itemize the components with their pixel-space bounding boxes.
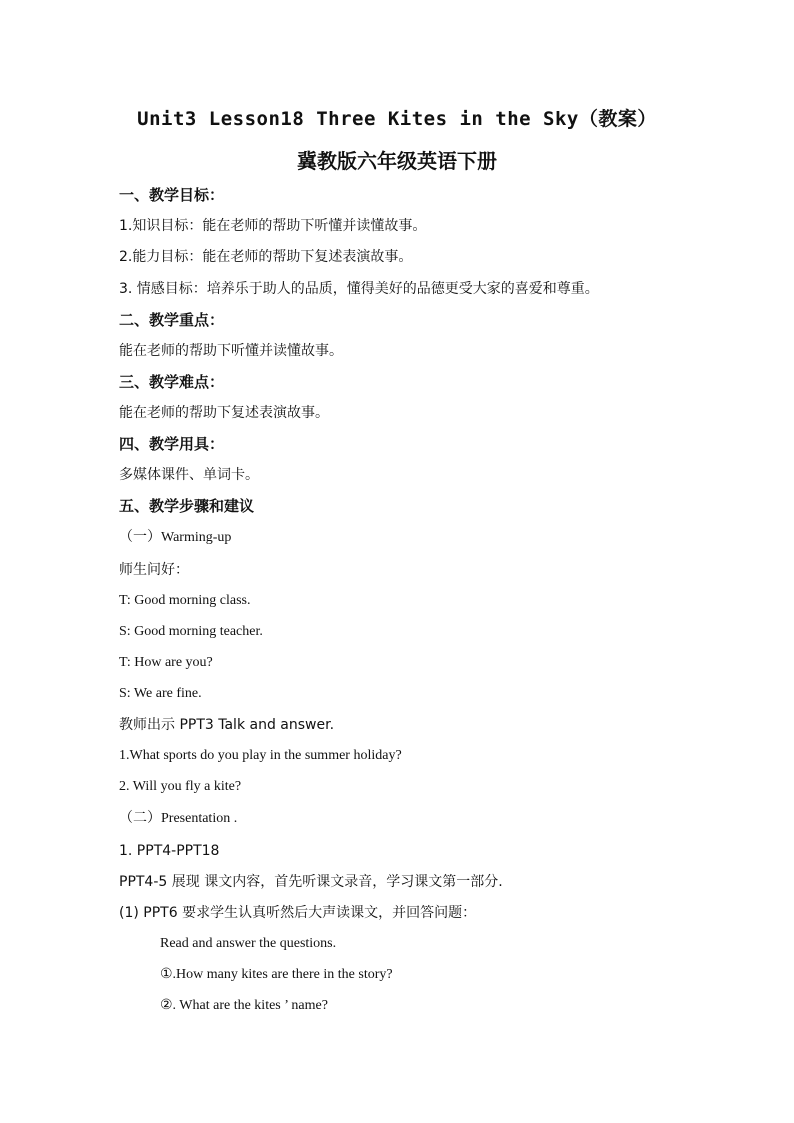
tools-text: 多媒体课件、单词卡。 — [119, 467, 259, 483]
objective-item-3: 3. 情感目标：培养乐于助人的品质，懂得美好的品德更受大家的喜爱和尊重。 — [119, 281, 599, 297]
document-subtitle: 冀教版六年级英语下册 — [297, 149, 497, 173]
key-points-text: 能在老师的帮助下听懂并读懂故事。 — [119, 343, 343, 359]
dialogue-line-3: T: How are you? — [119, 655, 213, 670]
ppt6-line: (1) PPT6 要求学生认真听然后大声读课文，并回答问题： — [119, 905, 477, 921]
greeting-intro: 师生问好： — [119, 562, 189, 578]
section-heading-difficulties: 三、教学难点： — [119, 373, 225, 391]
ppt3-line: 教师出示 PPT3 Talk and answer. — [119, 717, 335, 733]
difficulties-text: 能在老师的帮助下复述表演故事。 — [119, 405, 329, 421]
ppt-range: 1. PPT4-PPT18 — [119, 843, 220, 859]
section-heading-steps: 五、教学步骤和建议 — [119, 497, 255, 515]
presentation-label: （二）Presentation . — [119, 811, 238, 826]
section-heading-key-points: 二、教学重点： — [119, 311, 225, 329]
dialogue-line-1: T: Good morning class. — [119, 593, 251, 608]
question-2: 2. Will you fly a kite? — [119, 779, 242, 794]
ppt45-line: PPT4-5 展现 课文内容，首先听课文录音，学习课文第一部分. — [119, 874, 503, 890]
objective-item-1: 1.知识目标：能在老师的帮助下听懂并读懂故事。 — [119, 218, 427, 234]
document-title: Unit3 Lesson18 Three Kites in the Sky（教案） — [137, 108, 657, 130]
question-1: 1.What sports do you play in the summer holiday? — [119, 748, 402, 763]
objective-item-2: 2.能力目标：能在老师的帮助下复述表演故事。 — [119, 249, 413, 265]
sub-question-2: ②. What are the kites ’ name? — [160, 998, 328, 1013]
read-answer-line: Read and answer the questions. — [160, 936, 337, 951]
dialogue-line-2: S: Good morning teacher. — [119, 624, 263, 639]
section-heading-objectives: 一、教学目标： — [119, 186, 225, 204]
warmup-label: （一）Warming-up — [119, 530, 232, 545]
dialogue-line-4: S: We are fine. — [119, 686, 202, 701]
section-heading-tools: 四、教学用具： — [119, 435, 225, 453]
sub-question-1: ①.How many kites are there in the story? — [160, 967, 393, 982]
